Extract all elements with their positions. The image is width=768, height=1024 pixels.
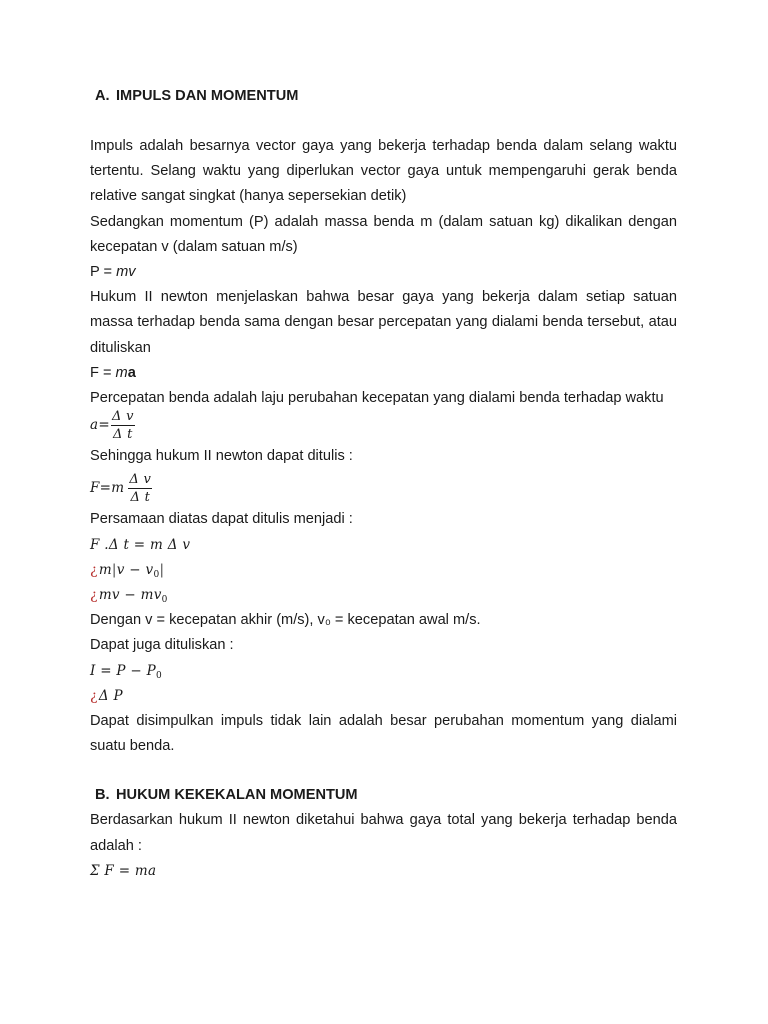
equation-m: m [98,561,112,578]
fraction-dv-dt [111,410,135,441]
equation-fm-lhs: F [90,480,100,497]
equation-a-lhs: a [90,417,99,434]
paragraph-kesimpulan: Dapat disimpulkan impuls tidak lain adalah besar perubahan momentum yang dialami suatu benda. [90,712,677,755]
equation-m-delta-v [90,558,677,583]
paragraph-persamaan: Persamaan diatas dapat ditulis menjadi : [90,511,353,528]
equation-impulse: F .Δ t = m Δ v [90,536,191,553]
fraction-numerator: Δ v [129,471,152,487]
paragraph-impuls: Impuls adalah besarnya vector gaya yang bekerja terhadap benda dalam selang waktu tertentu. Selang waktu yang diperlukan vector gaya untuk mempengaruhi gerak benda relative sangat singkat (hanya sepersekian detik) [90,138,677,205]
inverted-question-glyph: ¿ [90,687,98,704]
fraction-denominator: Δ t [130,489,151,505]
paragraph-newton: Hukum II newton menjelaskan bahwa besar gaya yang bekerja dalam setiap satuan massa terhadap benda sama dengan besar percepatan yang dialami benda tersebut, atau dituliskan [90,289,677,356]
subscript-zero: 0 [161,594,168,605]
equation-fm-fraction [90,471,677,505]
equation-p-lhs: P = [90,264,117,281]
bracket-right: | [159,561,165,578]
fraction-numerator: Δ v [111,408,134,424]
equation-mv-difference [90,583,677,608]
subscript-zero: 0 [156,670,163,681]
paragraph-dengan: Dengan v = kecepatan akhir (m/s), v₀ = kecepatan awal m/s. [90,612,481,629]
equation-inner: v − v [116,561,154,578]
equation-p [90,260,677,285]
paragraph-percepatan: Percepatan benda adalah laju perubahan kecepatan yang dialami benda terhadap waktu [90,390,664,406]
document-body [90,84,677,884]
section-b-title: HUKUM KEKEKALAN MOMENTUM [116,787,358,804]
fraction-denominator: Δ t [113,426,133,442]
section-a-title: IMPULS DAN MOMENTUM [116,88,299,104]
equation-i [90,659,677,684]
section-a-number: A. [95,88,110,104]
equation-fm-m: m [111,480,125,497]
subscript-zero: 0 [153,569,160,580]
section-a-heading [90,84,677,109]
inverted-question-glyph: ¿ [90,561,98,578]
section-b-number: B. [95,787,110,804]
equation-f [90,361,677,386]
paragraph-momentum: Sedangkan momentum (P) adalah massa benda m (dalam satuan kg) dikalikan dengan kecepatan v (dalam satuan m/s) [90,213,677,255]
paragraph-dapat: Dapat juga dituliskan : [90,637,234,654]
equation-f-m: m [115,364,128,381]
equation-f-lhs: F = [90,364,116,381]
equation-a-fraction [90,408,677,442]
equation-sum-force: Σ F = ma [90,862,157,879]
spacer [90,109,677,134]
equation-delta-p-expr: Δ P [98,687,123,704]
spacer [90,759,677,773]
equation-i-expr: I = P − P [90,662,156,679]
equation-f-a: a [127,364,136,381]
equation-expr: mv − mv [98,586,162,603]
equation-a-equals: = [98,417,110,434]
bracket-left: | [111,561,117,578]
paragraph-berdasarkan: Berdasarkan hukum II newton diketahui bahwa gaya total yang bekerja terhadap benda adalah : [90,812,677,854]
section-b-heading [90,783,677,808]
equation-fm-equals: = [99,480,112,497]
inverted-question-glyph: ¿ [90,586,98,603]
fraction-dv-dt-2 [128,473,152,504]
equation-p-rhs: mv [116,264,136,281]
equation-delta-p [90,684,677,709]
paragraph-sehingga: Sehingga hukum II newton dapat ditulis : [90,448,353,465]
